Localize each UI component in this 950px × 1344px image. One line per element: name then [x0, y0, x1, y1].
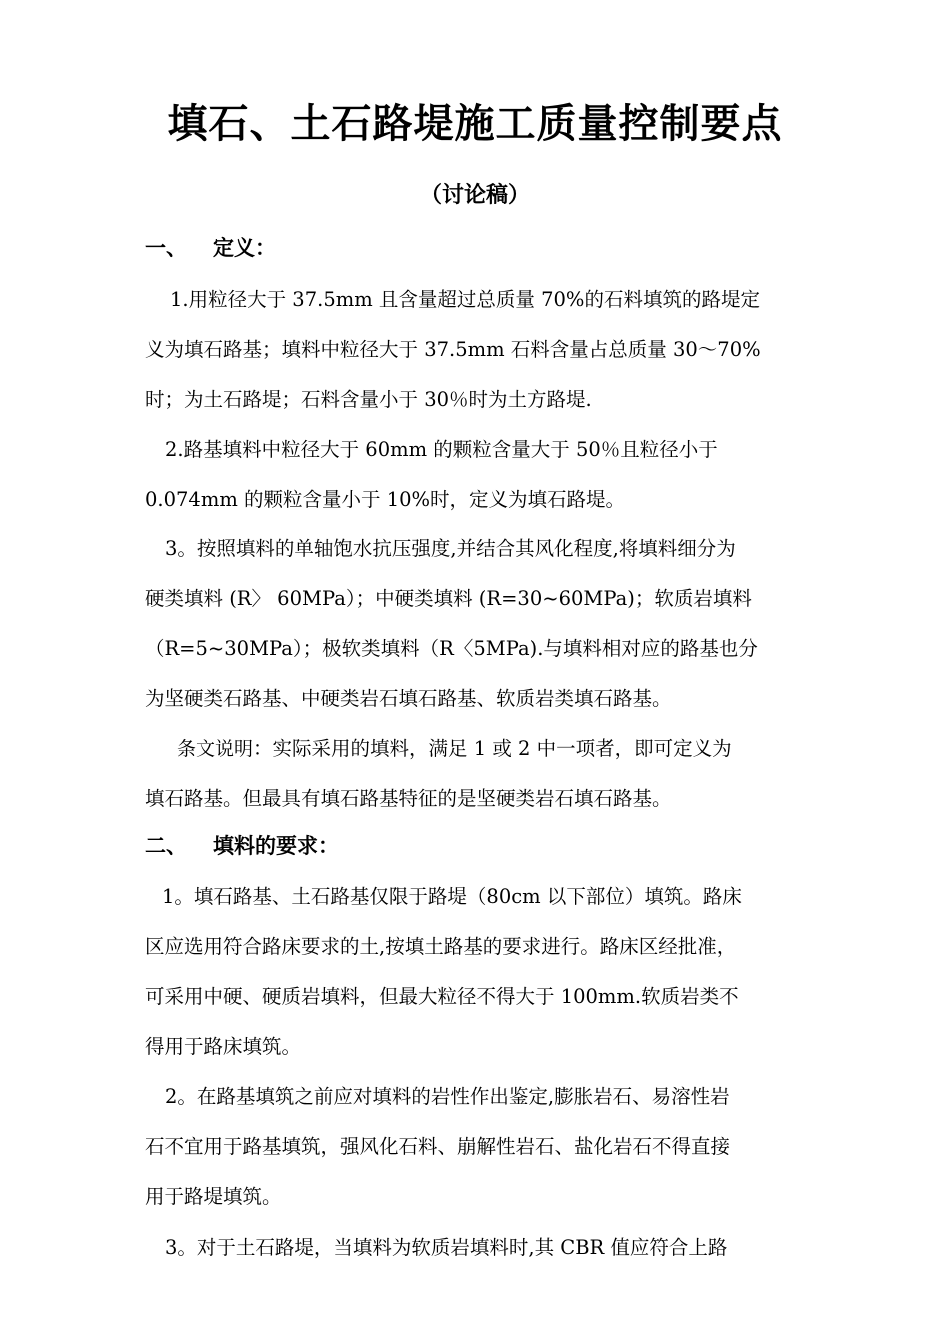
- paragraph-line: 硬类填料 (R〉 60MPa）；中硬类填料 (R=30~60MPa)；软质岩填料: [145, 587, 752, 610]
- paragraph-line: 时；为土石路堤；石料含量小于 30％时为土方路堤.: [145, 388, 592, 411]
- clause-note-label: 条文说明: [177, 738, 254, 760]
- paragraph-line: 1.用粒径大于 37.5mm 且含量超过总质量 70%的石料填筑的路堤定: [170, 288, 760, 311]
- paragraph-line: 区应选用符合路床要求的土,按填土路基的要求进行。路床区经批准，: [145, 935, 737, 958]
- section-number: 一、: [145, 236, 187, 260]
- paragraph-line: 可采用中硬、硬质岩填料，但最大粒径不得大于 100mm.软质岩类不: [145, 985, 739, 1008]
- clause-note-text: ：实际采用的填料，满足 1 或 2 中一项者，即可定义为: [253, 737, 732, 760]
- clause-note-line: 填石路基。但最具有填石路基特征的是坚硬类岩石填石路基。: [145, 787, 672, 810]
- paragraph-line: 3。按照填料的单轴饱水抗压强度,并结合其风化程度,将填料细分为: [165, 537, 736, 560]
- section-title: 定义：: [213, 236, 276, 260]
- paragraph-line: 石不宜用于路基填筑，强风化石料、崩解性岩石、盐化岩石不得直接: [145, 1135, 731, 1158]
- paragraph-line: 得用于路床填筑。: [145, 1035, 302, 1058]
- section-heading-filling-requirements: [145, 830, 339, 860]
- paragraph-line: 0.074mm 的颗粒含量小于 10%时，定义为填石路堤。: [145, 488, 626, 511]
- paragraph-line: 为坚硬类石路基、中硬类岩石填石路基、软质岩类填石路基。: [145, 687, 672, 710]
- clause-note: [177, 733, 732, 761]
- section-number: 二、: [145, 834, 187, 858]
- document-subtitle: （讨论稿）: [419, 183, 530, 208]
- paragraph-line: 义为填石路基；填料中粒径大于 37.5mm 石料含量占总质量 30～70%: [145, 338, 761, 361]
- paragraph-line: 用于路堤填筑。: [145, 1185, 282, 1208]
- section-heading-definition: [145, 232, 276, 262]
- document-title: 填石、土石路堤施工质量控制要点: [167, 101, 783, 147]
- paragraph-line: 1。填石路基、土石路基仅限于路堤（80cm 以下部位）填筑。路床: [162, 885, 742, 908]
- paragraph-line: 2。在路基填筑之前应对填料的岩性作出鉴定,膨胀岩石、易溶性岩: [165, 1085, 730, 1108]
- paragraph-line: 3。对于土石路堤，当填料为软质岩填料时,其 CBR 值应符合上路: [165, 1236, 728, 1259]
- paragraph-line: （R=5~30MPa）；极软类填料（R〈5MPa).与填料相对应的路基也分: [145, 637, 758, 660]
- paragraph-line: 2.路基填料中粒径大于 60mm 的颗粒含量大于 50％且粒径小于: [165, 438, 718, 461]
- section-title: 填料的要求：: [213, 834, 339, 858]
